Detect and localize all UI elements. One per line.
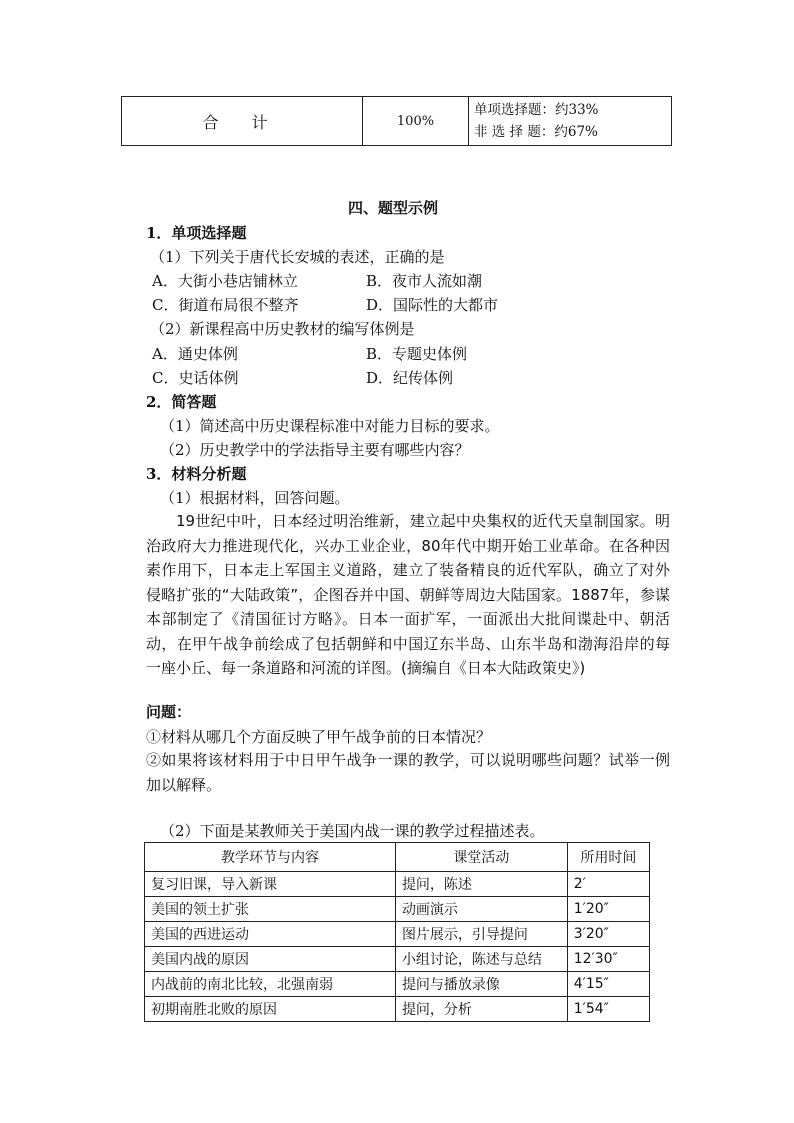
table-row — [145, 872, 650, 897]
row-time: 3′20″ — [567, 922, 649, 947]
row-activity: 动画演示 — [395, 897, 567, 922]
row-activity: 图片展示，引导提问 — [395, 922, 567, 947]
row-stage: 美国的西进运动 — [145, 922, 396, 947]
part1-title: 1．单项选择题 — [146, 224, 247, 242]
row-stage: 初期南胜北败的原因 — [145, 997, 396, 1022]
table-row — [145, 897, 650, 922]
material-paragraph: 19世纪中叶，日本经过明治维新，建立起中央集权的近代天皇制国家。明治政府大力推进现代化，兴办工业企业，80年代中期开始工业革命。在各种因素作用下，日本走上军国主义道路，建立了装备精良的近代军队，确立了对外侵略扩张的“大陆政策”，企图吞并中国、朝鲜等周边大陆国家。1887年，参谋本部制定了《清国征讨方略》。日本一面扩军，一面派出大批间谍赴中、朝活动，在甲午战争前绘成了包括朝鲜和中国辽东半岛、山东半岛和渤海沿岸的每一座小丘、每一条道路和河流的详图。(摘编自《日本大陆政策史》) — [146, 512, 670, 677]
row-stage: 内战前的南北比较，北强南弱 — [145, 972, 396, 997]
summary-table — [121, 96, 672, 146]
analysis-question-2: ②如果将该材料用于中日甲午战争一课的教学，可以说明哪些问题？试举一例加以解释。 — [146, 751, 670, 794]
part2-title: 2．简答题 — [146, 393, 217, 411]
row-time: 4′15″ — [567, 972, 649, 997]
row-time: 2′ — [567, 872, 649, 897]
row-stage: 复习旧课，导入新课 — [145, 872, 396, 897]
row-time: 12′30″ — [567, 947, 649, 972]
part1-q2-stem: （2）新课程高中历史教材的编写体例是 — [150, 320, 415, 338]
table-row — [145, 997, 650, 1022]
part1-q1-option-d: D．国际性的大都市 — [366, 296, 499, 314]
part1-q1-option-c: C．街道布局很不整齐 — [152, 296, 299, 314]
summary-label: 合 计 — [122, 97, 363, 146]
part1-q2-option-b: B．专题史体例 — [366, 345, 468, 363]
part1-q1-option-a: A．大街小巷店铺林立 — [152, 272, 298, 290]
row-time: 1′54″ — [567, 997, 649, 1022]
header-time: 所用时间 — [567, 843, 649, 872]
summary-percent: 100% — [363, 97, 469, 146]
summary-note-line1: 单项选择题：约33% — [474, 102, 599, 118]
part1-q1-option-b: B．夜市人流如潮 — [366, 272, 483, 290]
row-stage: 美国的领土扩张 — [145, 897, 396, 922]
part3-q1-intro: （1）根据材料，回答问题。 — [160, 489, 350, 507]
row-stage: 美国内战的原因 — [145, 947, 396, 972]
row-time: 1′20″ — [567, 897, 649, 922]
part1-q2-option-d: D．纪传体例 — [366, 369, 454, 387]
part1-q2-option-c: C．史话体例 — [152, 369, 239, 387]
section-title: 四、题型示例 — [348, 199, 439, 217]
table-row — [145, 922, 650, 947]
teaching-process-table — [144, 842, 650, 1022]
table-header-row — [145, 843, 650, 872]
header-stage: 教学环节与内容 — [145, 843, 396, 872]
analysis-question-1: ①材料从哪几个方面反映了甲午战争前的日本情况？ — [146, 728, 492, 746]
part3-title: 3．材料分析题 — [146, 465, 247, 483]
row-activity: 提问与播放录像 — [395, 972, 567, 997]
summary-row — [122, 97, 672, 146]
part2-question-1: （1）简述高中历史课程标准中对能力目标的要求。 — [160, 417, 500, 435]
summary-note — [469, 97, 672, 146]
part3-q2-intro: （2）下面是某教师关于美国内战一课的教学过程描述表。 — [160, 822, 545, 840]
table-row — [145, 947, 650, 972]
row-activity: 提问，分析 — [395, 997, 567, 1022]
summary-note-line2: 非 选 择 题：约67% — [474, 124, 598, 140]
part1-q2-option-a: A．通史体例 — [152, 345, 238, 363]
header-activity: 课堂活动 — [395, 843, 567, 872]
table-row — [145, 972, 650, 997]
row-activity: 提问，陈述 — [395, 872, 567, 897]
row-activity: 小组讨论，陈述与总结 — [395, 947, 567, 972]
part2-question-2: （2）历史教学中的学法指导主要有哪些内容？ — [160, 441, 470, 459]
part1-q1-stem: （1）下列关于唐代长安城的表述，正确的是 — [150, 248, 445, 266]
questions-label: 问题： — [146, 703, 192, 721]
